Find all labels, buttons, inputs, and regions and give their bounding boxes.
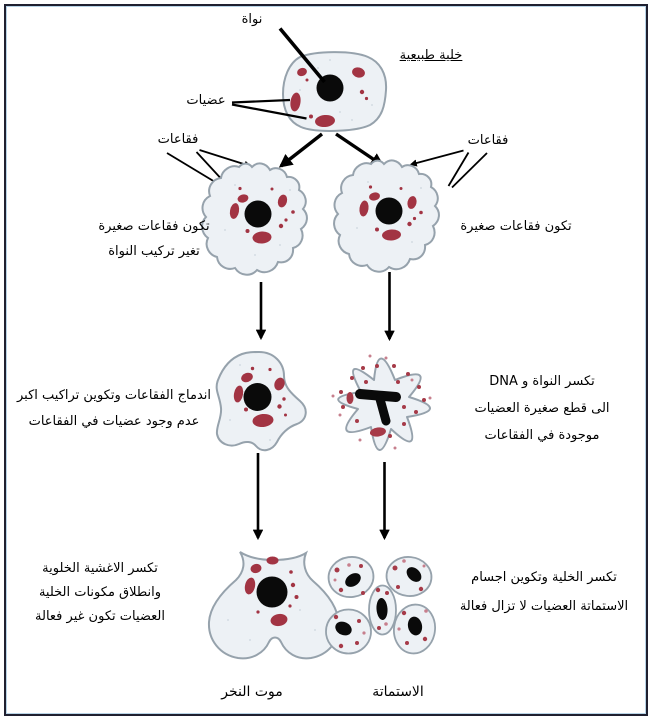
apoptosis-step3-text [444, 563, 644, 621]
nucleus-label: نواة [241, 12, 263, 27]
necrotic-cell-drawing [209, 552, 339, 658]
blebs-label-left: فقاعات [157, 132, 199, 147]
apoptosis-step2-text [448, 368, 636, 449]
necrosis-step3-line1: تكسر الاغشية الخلوية [42, 561, 158, 576]
split-arrows [281, 134, 382, 166]
nucleus [376, 198, 403, 225]
nucleus [257, 577, 288, 608]
down-arrows-bottom [258, 453, 385, 538]
necrosis-step1-text [88, 214, 220, 264]
fragmented-nucleus-cell-drawing [332, 355, 432, 451]
apoptotic-body [391, 602, 438, 656]
apoptosis-outcome-label: الاستماتة [372, 684, 424, 700]
nucleus [244, 383, 272, 411]
apoptotic-body [326, 610, 371, 654]
normal-cell-drawing [283, 52, 386, 131]
necrosis-step3-text [14, 557, 186, 629]
necrosis-step1-line1: تكون فقاعات صغيرة [98, 219, 210, 234]
necrosis-step3-line3: العضيات تكون غير فعالة [35, 609, 165, 624]
down-arrows-mid [261, 272, 390, 339]
apoptosis-step2-line3: موجودة في الفقاعات [484, 428, 600, 443]
apoptosis-step3-line2: الاستماتة العضيات لا تزال فعالة [459, 599, 629, 614]
normal-cell-label: خلية طبيعية [399, 48, 463, 63]
necrosis-step3-line2: وانطلاق مكونات الخلية [38, 585, 162, 600]
fused-blebs-cell-drawing [217, 352, 306, 450]
necrosis-step2-line1: اندماج الفقاعات وتكوين تراكيب اكبر [16, 388, 212, 403]
apoptosis-step1-text [452, 216, 580, 238]
necrosis-step2-line2: عدم وجود عضيات في الفقاعات [28, 414, 200, 429]
blebbed-cell-right-drawing [334, 160, 439, 271]
organelles-label: عضيات [186, 93, 226, 108]
apoptosis-step2-line2: الى قطع صغيرة العضيات [474, 401, 610, 416]
apoptosis-step3-line1: تكسر الخلية وتكوين اجسام [471, 570, 617, 585]
apoptotic-body [326, 554, 376, 600]
necrosis-outcome-label: موت النخر [221, 684, 283, 700]
nucleus [245, 201, 272, 228]
necrosis-step1-line2: تغير تركيب النواة [108, 244, 200, 259]
apoptotic-body [369, 586, 396, 635]
apoptosis-step2-line1: تكسر النواة و DNA [489, 374, 595, 389]
apoptotic-bodies-drawing [326, 554, 438, 656]
apoptosis-step1-line1: تكون فقاعات صغيرة [460, 219, 572, 234]
necrosis-step2-text [10, 383, 218, 435]
blebs-label-right: فقاعات [467, 133, 509, 148]
